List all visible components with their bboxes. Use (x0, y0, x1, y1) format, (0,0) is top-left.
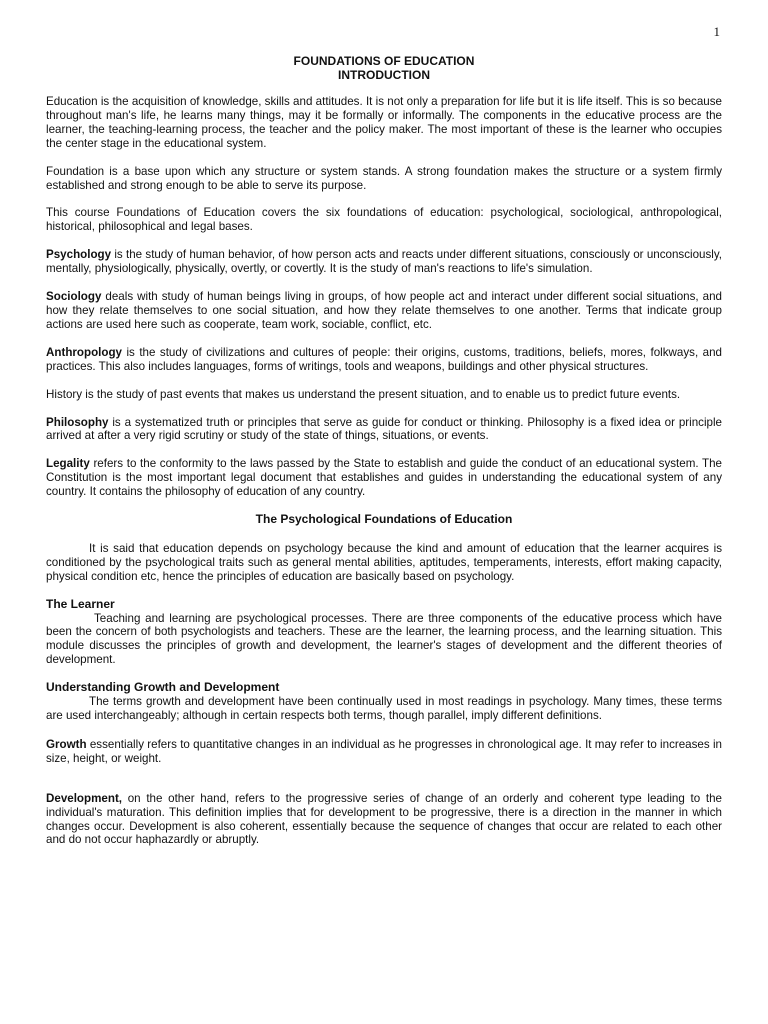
definition-philosophy (46, 416, 722, 444)
subheading-the-learner: The Learner (46, 596, 115, 611)
definition-anthropology-text: is the study of civilizations and cultures of people: their origins, customs, traditions, beliefs, mores, folkways, and practices. This also includes languages, forms of writings, tools and weapons, buildings and other physical structures. (46, 345, 722, 373)
definition-development-text: on the other hand, refers to the progressive series of change of an orderly and coherent type leading to the individual's maturation. This definition implies that for development to be progressive, there is a direction in the manner in which changes occur. Development is also coherent, essentially because the sequence of changes that occur are related to each other and do not occur haphazardly or abruptly. (46, 791, 722, 847)
intro-paragraph-foundation: Foundation is a base upon which any structure or system stands. A strong foundation makes the structure or a system firmly established and strong enough to be able to serve its purpose. (46, 164, 722, 192)
definition-anthropology (46, 346, 722, 374)
definition-legality (46, 457, 722, 499)
definition-legality-text: refers to the conformity to the laws passed by the State to establish and guide the conduct of an educational system. The Constitution is the most important legal document that establishes and guides in understanding the educational system of any country. It contains the philosophy of education of any country. (46, 457, 722, 499)
definition-psychology (46, 248, 722, 276)
definition-history: History is the study of past events that makes us understand the present situation, and to enable us to predict future events. (46, 387, 681, 401)
term-philosophy: Philosophy (46, 415, 109, 429)
intro-paragraph-education: Education is the acquisition of knowledge, skills and attitudes. It is not only a preparation for life but it is life itself. This is so because throughout man's life, he learns many things, may it be formally or informally. The components in the educative process are the learner, the teaching-learning process, the teacher and the policy maker. The most important of these is the learner who occupies the center stage in the educational system. (46, 95, 722, 150)
growth-development-paragraph: The terms growth and development have been continually used in most readings in psychology. Many times, these terms are used interchangeably; although in certain respects both terms, though parallel, imply different definitions. (46, 695, 722, 722)
document-subtitle: INTRODUCTION (338, 68, 430, 82)
section-heading-psychological-foundations: The Psychological Foundations of Education (255, 512, 513, 527)
term-legality: Legality (46, 457, 90, 471)
definition-philosophy-text: is a systematized truth or principles that serve as guide for conduct or thinking. Philosophy is a fixed idea or principle arrived at after a very rigid scrutiny or study of the state of things, situations, or events. (46, 415, 722, 443)
definition-sociology (46, 290, 722, 332)
term-anthropology: Anthropology (46, 345, 122, 359)
definition-sociology-text: deals with study of human beings living in groups, of how people act and interact under different social situations, and how they relate themselves to one social situation, and how they relate themselves to one another. Terms that indicate group actions are used here such as cooperate, team work, sociable, conflict, etc. (46, 290, 722, 331)
definition-psychology-text: is the study of human behavior, of how person acts and reacts under different situations, consciously or unconsciously, mentally, physiologically, physically, overtly, or covertly. It is the study of man's reactions to life's simulation. (46, 248, 722, 276)
definition-development (46, 792, 722, 848)
subheading-growth-and-development: Understanding Growth and Development (46, 680, 280, 695)
definition-growth-text: essentially refers to quantitative changes in an individual as he progresses in chronological age. It may refer to increases in size, height, or weight. (46, 737, 722, 765)
intro-paragraph-course: This course Foundations of Education covers the six foundations of education: psychological, sociological, anthropological, historical, philosophical and legal bases. (46, 206, 722, 234)
document-title: FOUNDATIONS OF EDUCATION (293, 54, 475, 68)
term-growth: Growth (46, 737, 87, 751)
definition-growth (46, 738, 722, 766)
term-psychology: Psychology (46, 248, 112, 262)
term-sociology: Sociology (46, 290, 102, 304)
psychological-foundations-paragraph: It is said that education depends on psychology because the kind and amount of education that the learner acquires is conditioned by the psychological traits such as general mental abilities, aptitudes, temperaments, interests, effort making capacity, physical condition etc, hence the principles of education are basically based on psychology. (46, 541, 722, 583)
term-development: Development, (46, 791, 123, 805)
document-body (46, 54, 722, 861)
page-number: 1 (713, 24, 720, 39)
learner-paragraph: Teaching and learning are psychological processes. There are three components of the educative process which have been the concern of both psychologists and teachers. These are the learner, the learning process, and the learning situation. This module discusses the principles of growth and development, the learner's stages of development and the different theories of development. (46, 611, 722, 667)
